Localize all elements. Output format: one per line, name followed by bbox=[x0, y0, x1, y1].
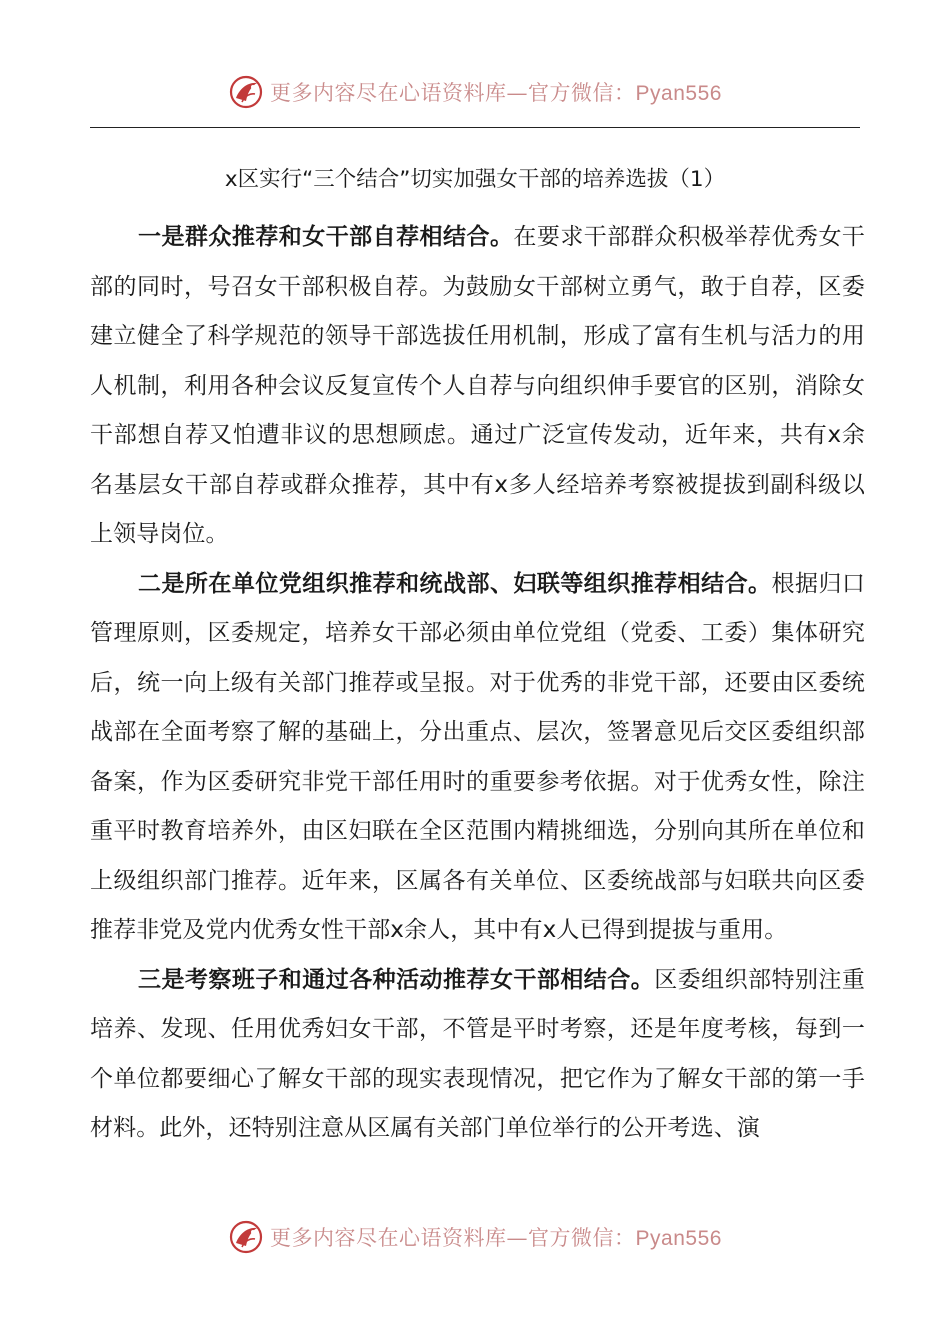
logo-icon bbox=[228, 1219, 264, 1255]
paragraph-2 bbox=[90, 560, 865, 956]
banner-dash: — bbox=[506, 1226, 529, 1250]
paragraph-1-body: 在要求干部群众积极举荐优秀女干部的同时，号召女干部积极自荐。为鼓励女干部树立勇气，敢于自荐，区委建立健全了科学规范的领导干部选拔任用机制，形成了富有生机与活力的用人机制，利用各种会议反复宣传个人自荐与向组织伸手要官的区别，消除女干部想自荐又怕遭非议的思想顾虑。通过广泛宣传发动，近年来，共有x余名基层女干部自荐或群众推荐，其中有x多人经培养考察被提拔到副科级以上领导岗位。 bbox=[90, 224, 866, 547]
banner-main: 更多内容尽在心语资料库 bbox=[270, 81, 507, 105]
banner-main: 更多内容尽在心语资料库 bbox=[270, 1226, 507, 1250]
logo-icon bbox=[228, 74, 264, 110]
footer-banner bbox=[0, 1215, 950, 1259]
header-banner bbox=[0, 70, 950, 114]
paragraph-2-body: 根据归口管理原则，区委规定，培养女干部必须由单位党组（党委、工委）集体研究后，统一向上级有关部门推荐或呈报。对于优秀的非党干部，还要由区委统战部在全面考察了解的基础上，分出重点、层次，签署意见后交区委组织部备案，作为区委研究非党干部任用时的重要参考依据。对于优秀女性，除注重平时教育培养外，由区妇联在全区范围内精挑细选，分别向其所在单位和上级组织部门推荐。近年来，区属各有关单位、区委统战部与妇联共向区委推荐非党及党内优秀女性干部x余人，其中有x人已得到提拔与重用。 bbox=[90, 570, 866, 943]
paragraph-2-lead: 二是所在单位党组织推荐和统战部、妇联等组织推荐相结合。 bbox=[138, 570, 772, 597]
banner-contact-prefix: 官方微信： bbox=[528, 81, 636, 105]
paragraph-3 bbox=[90, 956, 865, 1154]
banner-contact-id: Pyan556 bbox=[635, 1227, 722, 1250]
document-title: x区实行“三个结合”切实加强女干部的培养选拔（1） bbox=[224, 167, 726, 192]
banner-contact-id: Pyan556 bbox=[635, 82, 722, 105]
paragraph-1 bbox=[90, 213, 865, 560]
banner-text bbox=[270, 77, 722, 107]
paragraph-3-lead: 三是考察班子和通过各种活动推荐女干部相结合。 bbox=[138, 966, 655, 993]
document-body bbox=[90, 213, 865, 1154]
paragraph-3-body: 区委组织部特别注重培养、发现、任用优秀妇女干部，不管是平时考察，还是年度考核，每到一个单位都要细心了解女干部的现实表现情况，把它作为了解女干部的第一手材料。此外，还特别注意从区属有关部门单位举行的公开考选、演 bbox=[90, 966, 865, 1141]
header-divider bbox=[90, 127, 860, 128]
banner-text bbox=[270, 1222, 722, 1252]
banner-dash: — bbox=[506, 81, 529, 105]
banner-contact-prefix: 官方微信： bbox=[528, 1226, 636, 1250]
paragraph-1-lead: 一是群众推荐和女干部自荐相结合。 bbox=[138, 224, 514, 250]
